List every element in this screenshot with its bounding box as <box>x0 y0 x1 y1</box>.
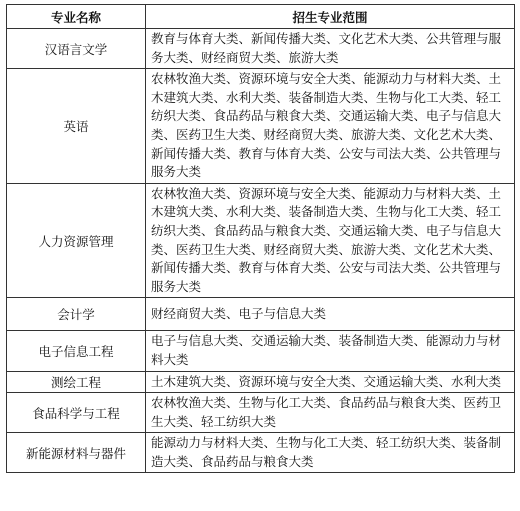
major-name: 会计学 <box>7 298 146 331</box>
enrollment-range: 能源动力与材料大类、生物与化工大类、轻工纺织大类、装备制造大类、食品药品与粮食大类 <box>146 433 515 473</box>
major-name: 电子信息工程 <box>7 331 146 371</box>
enrollment-range: 农林牧渔大类、资源环境与安全大类、能源动力与材料大类、土木建筑大类、水利大类、装备制造大类、生物与化工大类、轻工纺织大类、食品药品与粮食大类、交通运输大类、电子与信息大类、医药卫生大类、财经商贸大类、旅游大类、文化艺术大类、新闻传播大类、教育与体育大类、公安与司法大类、公共管理与服务大类 <box>146 183 515 298</box>
table-header-row <box>7 5 515 29</box>
enrollment-range: 农林牧渔大类、生物与化工大类、食品药品与粮食大类、医药卫生大类、轻工纺织大类 <box>146 393 515 433</box>
table-row <box>7 29 515 69</box>
major-name: 英语 <box>7 69 146 184</box>
table-row <box>7 298 515 331</box>
enrollment-range: 财经商贸大类、电子与信息大类 <box>146 298 515 331</box>
enrollment-range: 电子与信息大类、交通运输大类、装备制造大类、能源动力与材料大类 <box>146 331 515 371</box>
enrollment-range: 教育与体育大类、新闻传播大类、文化艺术大类、公共管理与服务大类、财经商贸大类、旅游大类 <box>146 29 515 69</box>
major-name: 测绘工程 <box>7 371 146 393</box>
table-row <box>7 433 515 473</box>
major-name: 食品科学与工程 <box>7 393 146 433</box>
enrollment-range: 土木建筑大类、资源环境与安全大类、交通运输大类、水利大类 <box>146 371 515 393</box>
major-name: 新能源材料与器件 <box>7 433 146 473</box>
enrollment-range: 农林牧渔大类、资源环境与安全大类、能源动力与材料大类、土木建筑大类、水利大类、装备制造大类、生物与化工大类、轻工纺织大类、食品药品与粮食大类、交通运输大类、电子与信息大类、医药卫生大类、财经商贸大类、旅游大类、文化艺术大类、新闻传播大类、教育与体育大类、公安与司法大类、公共管理与服务大类 <box>146 69 515 184</box>
enrollment-table <box>6 4 515 473</box>
table-row <box>7 331 515 371</box>
header-enrollment-range: 招生专业范围 <box>146 5 515 29</box>
table-row <box>7 393 515 433</box>
table-row <box>7 183 515 298</box>
table-row <box>7 69 515 184</box>
table-row <box>7 371 515 393</box>
major-name: 人力资源管理 <box>7 183 146 298</box>
header-major-name: 专业名称 <box>7 5 146 29</box>
major-name: 汉语言文学 <box>7 29 146 69</box>
